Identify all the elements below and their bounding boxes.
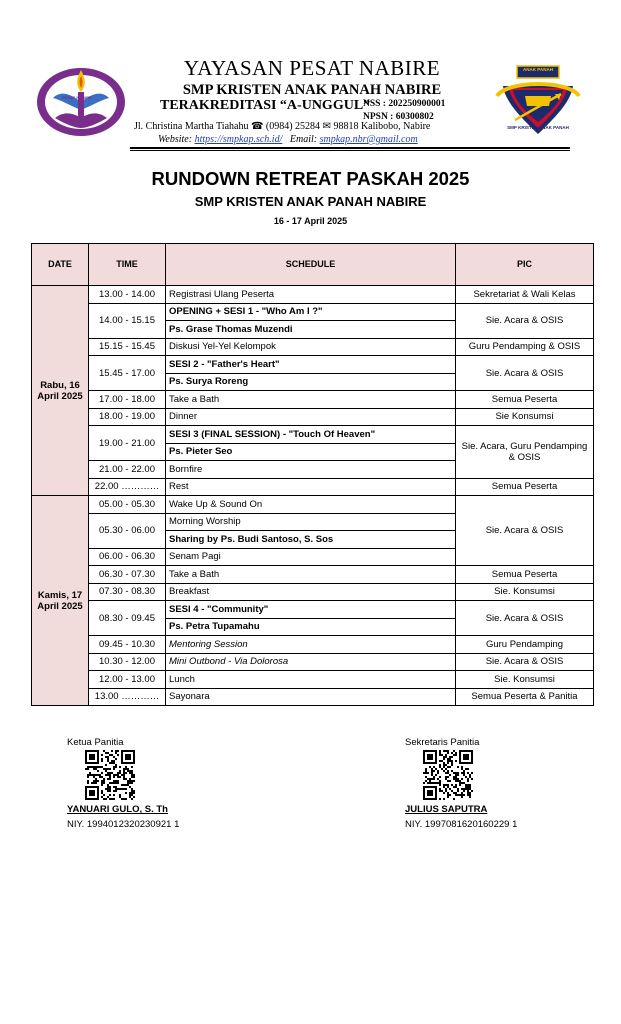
- pic-cell: Semua Peserta: [456, 478, 594, 496]
- letterhead-rule-thin: [130, 150, 570, 151]
- table-row: [32, 338, 594, 356]
- website-link[interactable]: https://smpkap.sch.id/: [194, 134, 283, 145]
- time-cell: 06.30 - 07.30: [89, 566, 166, 584]
- email-link[interactable]: smpkap.nbr@gmail.com: [319, 134, 418, 145]
- document-subtitle: SMP KRISTEN ANAK PANAH NABIRE: [194, 194, 427, 209]
- crest-banner-text: ANAK PANAH: [523, 67, 553, 72]
- qr-code-graphic: [420, 750, 476, 800]
- pic-cell: Sie. Konsumsi: [456, 671, 594, 689]
- table-row: [32, 303, 594, 321]
- activity-cell: Mentoring Session: [166, 636, 456, 654]
- table-row: [32, 601, 594, 619]
- table-row: [32, 391, 594, 409]
- table-row: [32, 636, 594, 654]
- time-cell: 21.00 - 22.00: [89, 461, 166, 479]
- activity-cell: Take a Bath: [166, 391, 456, 409]
- table-row: [32, 356, 594, 374]
- pic-cell: Sie Konsumsi: [456, 408, 594, 426]
- activity-cell: Morning Worship: [166, 513, 456, 531]
- activity-cell: OPENING + SESI 1 - "Who Am I ?": [166, 303, 456, 321]
- time-cell: 05.00 - 05.30: [89, 496, 166, 514]
- time-cell: 14.00 - 15.15: [89, 303, 166, 338]
- speaker-cell: Sharing by Ps. Budi Santoso, S. Sos: [166, 531, 456, 549]
- time-cell: 12.00 - 13.00: [89, 671, 166, 689]
- npsn-number: NPSN : 60300802: [363, 112, 434, 122]
- left-signer-role: Ketua Panitia: [67, 737, 124, 748]
- crest-ribbon-text: SMP KRISTEN ANAK PANAH: [507, 125, 569, 130]
- pesat-logo-text: PESAT NABIRE: [62, 95, 92, 100]
- time-cell: 05.30 - 06.00: [89, 513, 166, 548]
- table-row: [32, 496, 594, 514]
- pic-cell: Sie. Acara & OSIS: [456, 601, 594, 636]
- contact-line: [158, 134, 418, 145]
- activity-cell: Bornfire: [166, 461, 456, 479]
- left-qr-code: [82, 750, 138, 800]
- nss-number: NSS : 202250900001: [363, 99, 446, 109]
- time-cell: 10.30 - 12.00: [89, 653, 166, 671]
- activity-cell: SESI 4 - "Community": [166, 601, 456, 619]
- activity-cell: Breakfast: [166, 583, 456, 601]
- pic-cell: Semua Peserta: [456, 391, 594, 409]
- col-header-schedule: SCHEDULE: [166, 244, 456, 286]
- speaker-cell: Ps. Surya Roreng: [166, 373, 456, 391]
- time-cell: 06.00 - 06.30: [89, 548, 166, 566]
- right-signer-niy: NIY. 1997081620160229 1: [405, 819, 518, 830]
- table-row: [32, 566, 594, 584]
- pic-cell: Sie. Acara & OSIS: [456, 496, 594, 566]
- activity-cell: Sayonara: [166, 688, 456, 706]
- time-cell: 17.00 - 18.00: [89, 391, 166, 409]
- table-row: [32, 478, 594, 496]
- time-cell: 19.00 - 21.00: [89, 426, 166, 461]
- foundation-name: YAYASAN PESAT NABIRE: [183, 56, 441, 80]
- col-header-date: DATE: [32, 244, 89, 286]
- activity-cell: Take a Bath: [166, 566, 456, 584]
- col-header-pic: PIC: [456, 244, 594, 286]
- right-qr-code: [420, 750, 476, 800]
- time-cell: 13.00 - 14.00: [89, 286, 166, 304]
- table-row: [32, 426, 594, 444]
- school-address: Jl. Christina Martha Tiahahu ☎ (0984) 25284 ✉ 98818 Kalibobo, Nabire: [134, 121, 431, 132]
- day-cell: Kamis, 17 April 2025: [32, 496, 89, 706]
- time-cell: 22.00 …………: [89, 478, 166, 496]
- document-title: RUNDOWN RETREAT PASKAH 2025: [151, 168, 470, 189]
- activity-cell: Diskusi Yel-Yel Kelompok: [166, 338, 456, 356]
- time-cell: 13.00 …………: [89, 688, 166, 706]
- table-header-row: [32, 244, 594, 286]
- school-name: SMP KRISTEN ANAK PANAH NABIRE: [182, 82, 442, 98]
- table-row: [32, 408, 594, 426]
- time-cell: 18.00 - 19.00: [89, 408, 166, 426]
- activity-cell: Wake Up & Sound On: [166, 496, 456, 514]
- speaker-cell: Ps. Grase Thomas Muzendi: [166, 321, 456, 339]
- table-row: [32, 688, 594, 706]
- time-cell: 07.30 - 08.30: [89, 583, 166, 601]
- activity-cell: Dinner: [166, 408, 456, 426]
- activity-cell: SESI 3 (FINAL SESSION) - "Touch Of Heaven": [166, 426, 456, 444]
- pic-cell: Semua Peserta: [456, 566, 594, 584]
- activity-cell: Rest: [166, 478, 456, 496]
- time-cell: 15.45 - 17.00: [89, 356, 166, 391]
- pesat-logo: [35, 62, 127, 138]
- left-signer-name: YANUARI GULO, S. Th: [67, 804, 168, 815]
- activity-cell: Senam Pagi: [166, 548, 456, 566]
- col-header-time: TIME: [89, 244, 166, 286]
- event-date-range: 16 - 17 April 2025: [273, 216, 348, 226]
- speaker-cell: Ps. Petra Tupamahu: [166, 618, 456, 636]
- email-label: Email:: [289, 134, 318, 145]
- activity-cell: Mini Outbond - Via Dolorosa: [166, 653, 456, 671]
- day-cell: Rabu, 16 April 2025: [32, 286, 89, 496]
- pic-cell: Guru Pendamping: [456, 636, 594, 654]
- pic-cell: Guru Pendamping & OSIS: [456, 338, 594, 356]
- time-cell: 15.15 - 15.45: [89, 338, 166, 356]
- pic-cell: Sie. Acara, Guru Pendamping & OSIS: [456, 426, 594, 479]
- table-row: [32, 653, 594, 671]
- letterhead-rule-thick: [130, 147, 570, 149]
- qr-code-graphic: [82, 750, 138, 800]
- accreditation: TERAKREDITASI “A-UNGGUL”: [160, 98, 371, 113]
- time-cell: 08.30 - 09.45: [89, 601, 166, 636]
- rundown-table: [31, 243, 594, 706]
- pic-cell: Sie. Konsumsi: [456, 583, 594, 601]
- pic-cell: Sie. Acara & OSIS: [456, 653, 594, 671]
- speaker-cell: Ps. Pieter Seo: [166, 443, 456, 461]
- left-signer-niy: NIY. 1994012320230921 1: [67, 819, 180, 830]
- website-label: Website:: [158, 134, 193, 145]
- time-cell: 09.45 - 10.30: [89, 636, 166, 654]
- pic-cell: Sie. Acara & OSIS: [456, 356, 594, 391]
- pic-cell: Semua Peserta & Panitia: [456, 688, 594, 706]
- activity-cell: Lunch: [166, 671, 456, 689]
- table-row: [32, 583, 594, 601]
- pic-cell: Sie. Acara & OSIS: [456, 303, 594, 338]
- right-signer-role: Sekretaris Panitia: [405, 737, 480, 748]
- activity-cell: Registrasi Ulang Peserta: [166, 286, 456, 304]
- right-signer-name: JULIUS SAPUTRA: [405, 804, 488, 815]
- table-row: [32, 286, 594, 304]
- table-row: [32, 671, 594, 689]
- activity-cell: SESI 2 - "Father's Heart": [166, 356, 456, 374]
- pic-cell: Sekretariat & Wali Kelas: [456, 286, 594, 304]
